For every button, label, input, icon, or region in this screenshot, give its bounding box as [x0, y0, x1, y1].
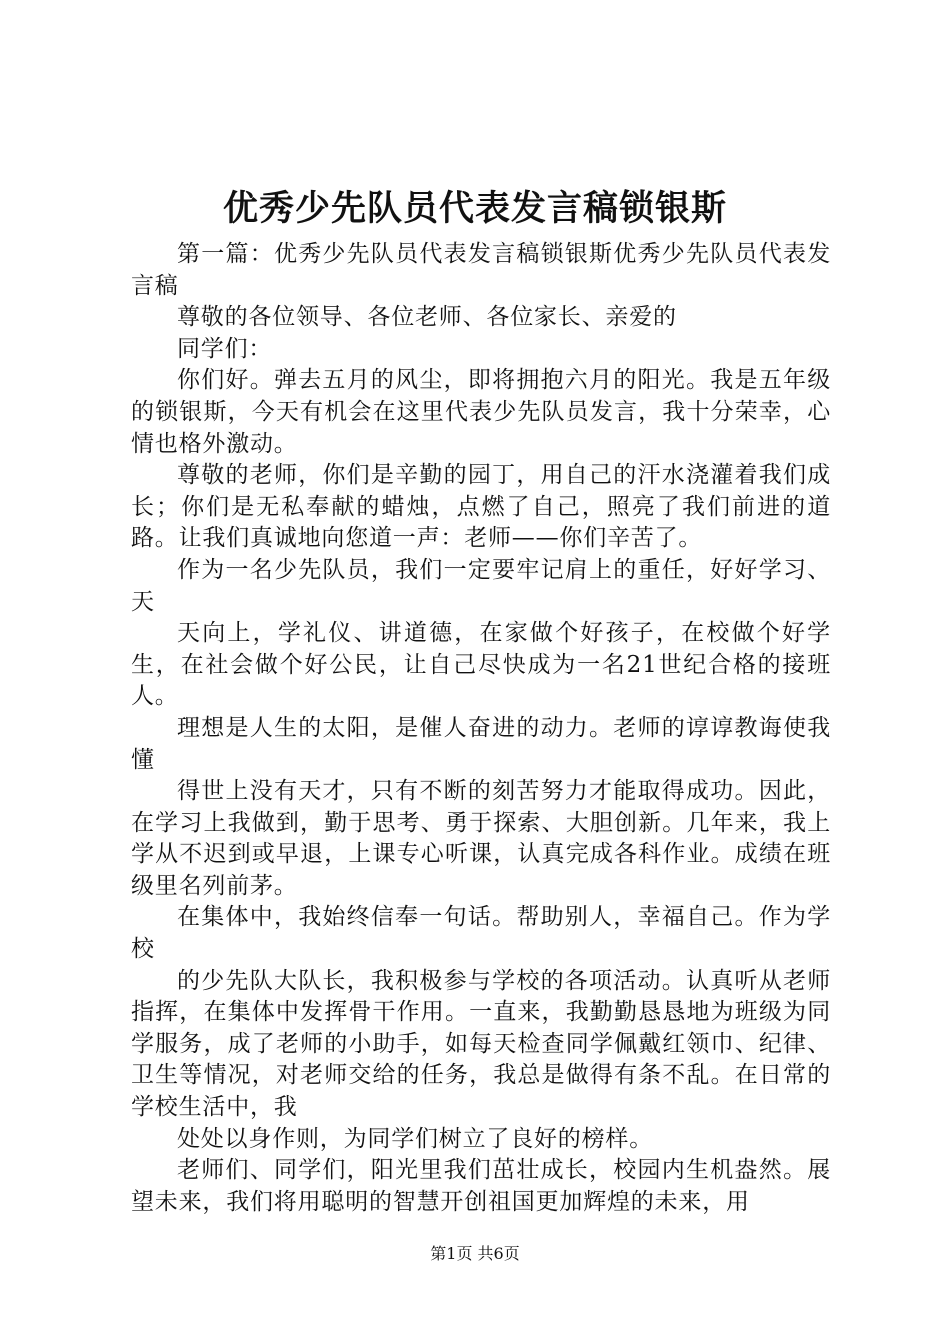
paragraph: 尊敬的老师，你们是辛勤的园丁，用自己的汗水浇灌着我们成长；你们是无私奉献的蜡烛，点燃了自己，照亮了我们前进的道路。让我们真诚地向您道一声：老师——你们辛苦了。 [131, 462, 831, 552]
document-title: 优秀少先队员代表发言稿锁银斯 [222, 188, 727, 229]
paragraph: 同学们： [177, 335, 273, 362]
paragraph: 在集体中，我始终信奉一句话。帮助别人，幸福自己。作为学校 [131, 904, 831, 963]
document-body [131, 239, 831, 1218]
paragraph: 你们好。弹去五月的风尘，即将拥抱六月的阳光。我是五年级的锁银斯，今天有机会在这里代表少先队员发言，我十分荣幸，心情也格外激动。 [131, 367, 831, 457]
paragraph: 老师们、同学们，阳光里我们茁壮成长，校园内生机盎然。展望未来，我们将用聪明的智慧开创祖国更加辉煌的未来，用 [131, 1157, 831, 1215]
paragraph: 处处以身作则，为同学们树立了良好的榜样。 [177, 1125, 653, 1152]
paragraph: 尊敬的各位领导、各位老师、各位家长、亲爱的 [177, 304, 677, 331]
paragraph: 作为一名少先队员，我们一定要牢记肩上的重任，好好学习、天 [131, 556, 831, 615]
paragraph: 得世上没有天才，只有不断的刻苦努力才能取得成功。因此，在学习上我做到，勤于思考、勇于探索、大胆创新。几年来，我上学从不迟到或早退，上课专心听课，认真完成各科作业。成绩在班级里名列前茅。 [131, 778, 831, 899]
paragraph: 理想是人生的太阳，是催人奋进的动力。老师的谆谆教诲使我懂 [131, 714, 831, 773]
paragraph: 的少先队大队长，我积极参与学校的各项活动。认真听从老师指挥，在集体中发挥骨干作用。一直来，我勤勤恳恳地为班级为同学服务，成了老师的小助手，如每天检查同学佩戴红领巾、纪律、卫生等情况，对老师交给的任务，我总是做得有条不乱。在日常的学校生活中，我 [131, 967, 831, 1121]
paragraph: 天向上，学礼仪、讲道德，在家做个好孩子，在校做个好学生，在社会做个好公民，让自己尽快成为一名21世纪合格的接班人。 [131, 620, 831, 710]
page-footer: 第1页 共6页 [430, 1244, 520, 1263]
paragraph: 第一篇：优秀少先队员代表发言稿锁银斯优秀少先队员代表发言稿 [131, 241, 831, 299]
